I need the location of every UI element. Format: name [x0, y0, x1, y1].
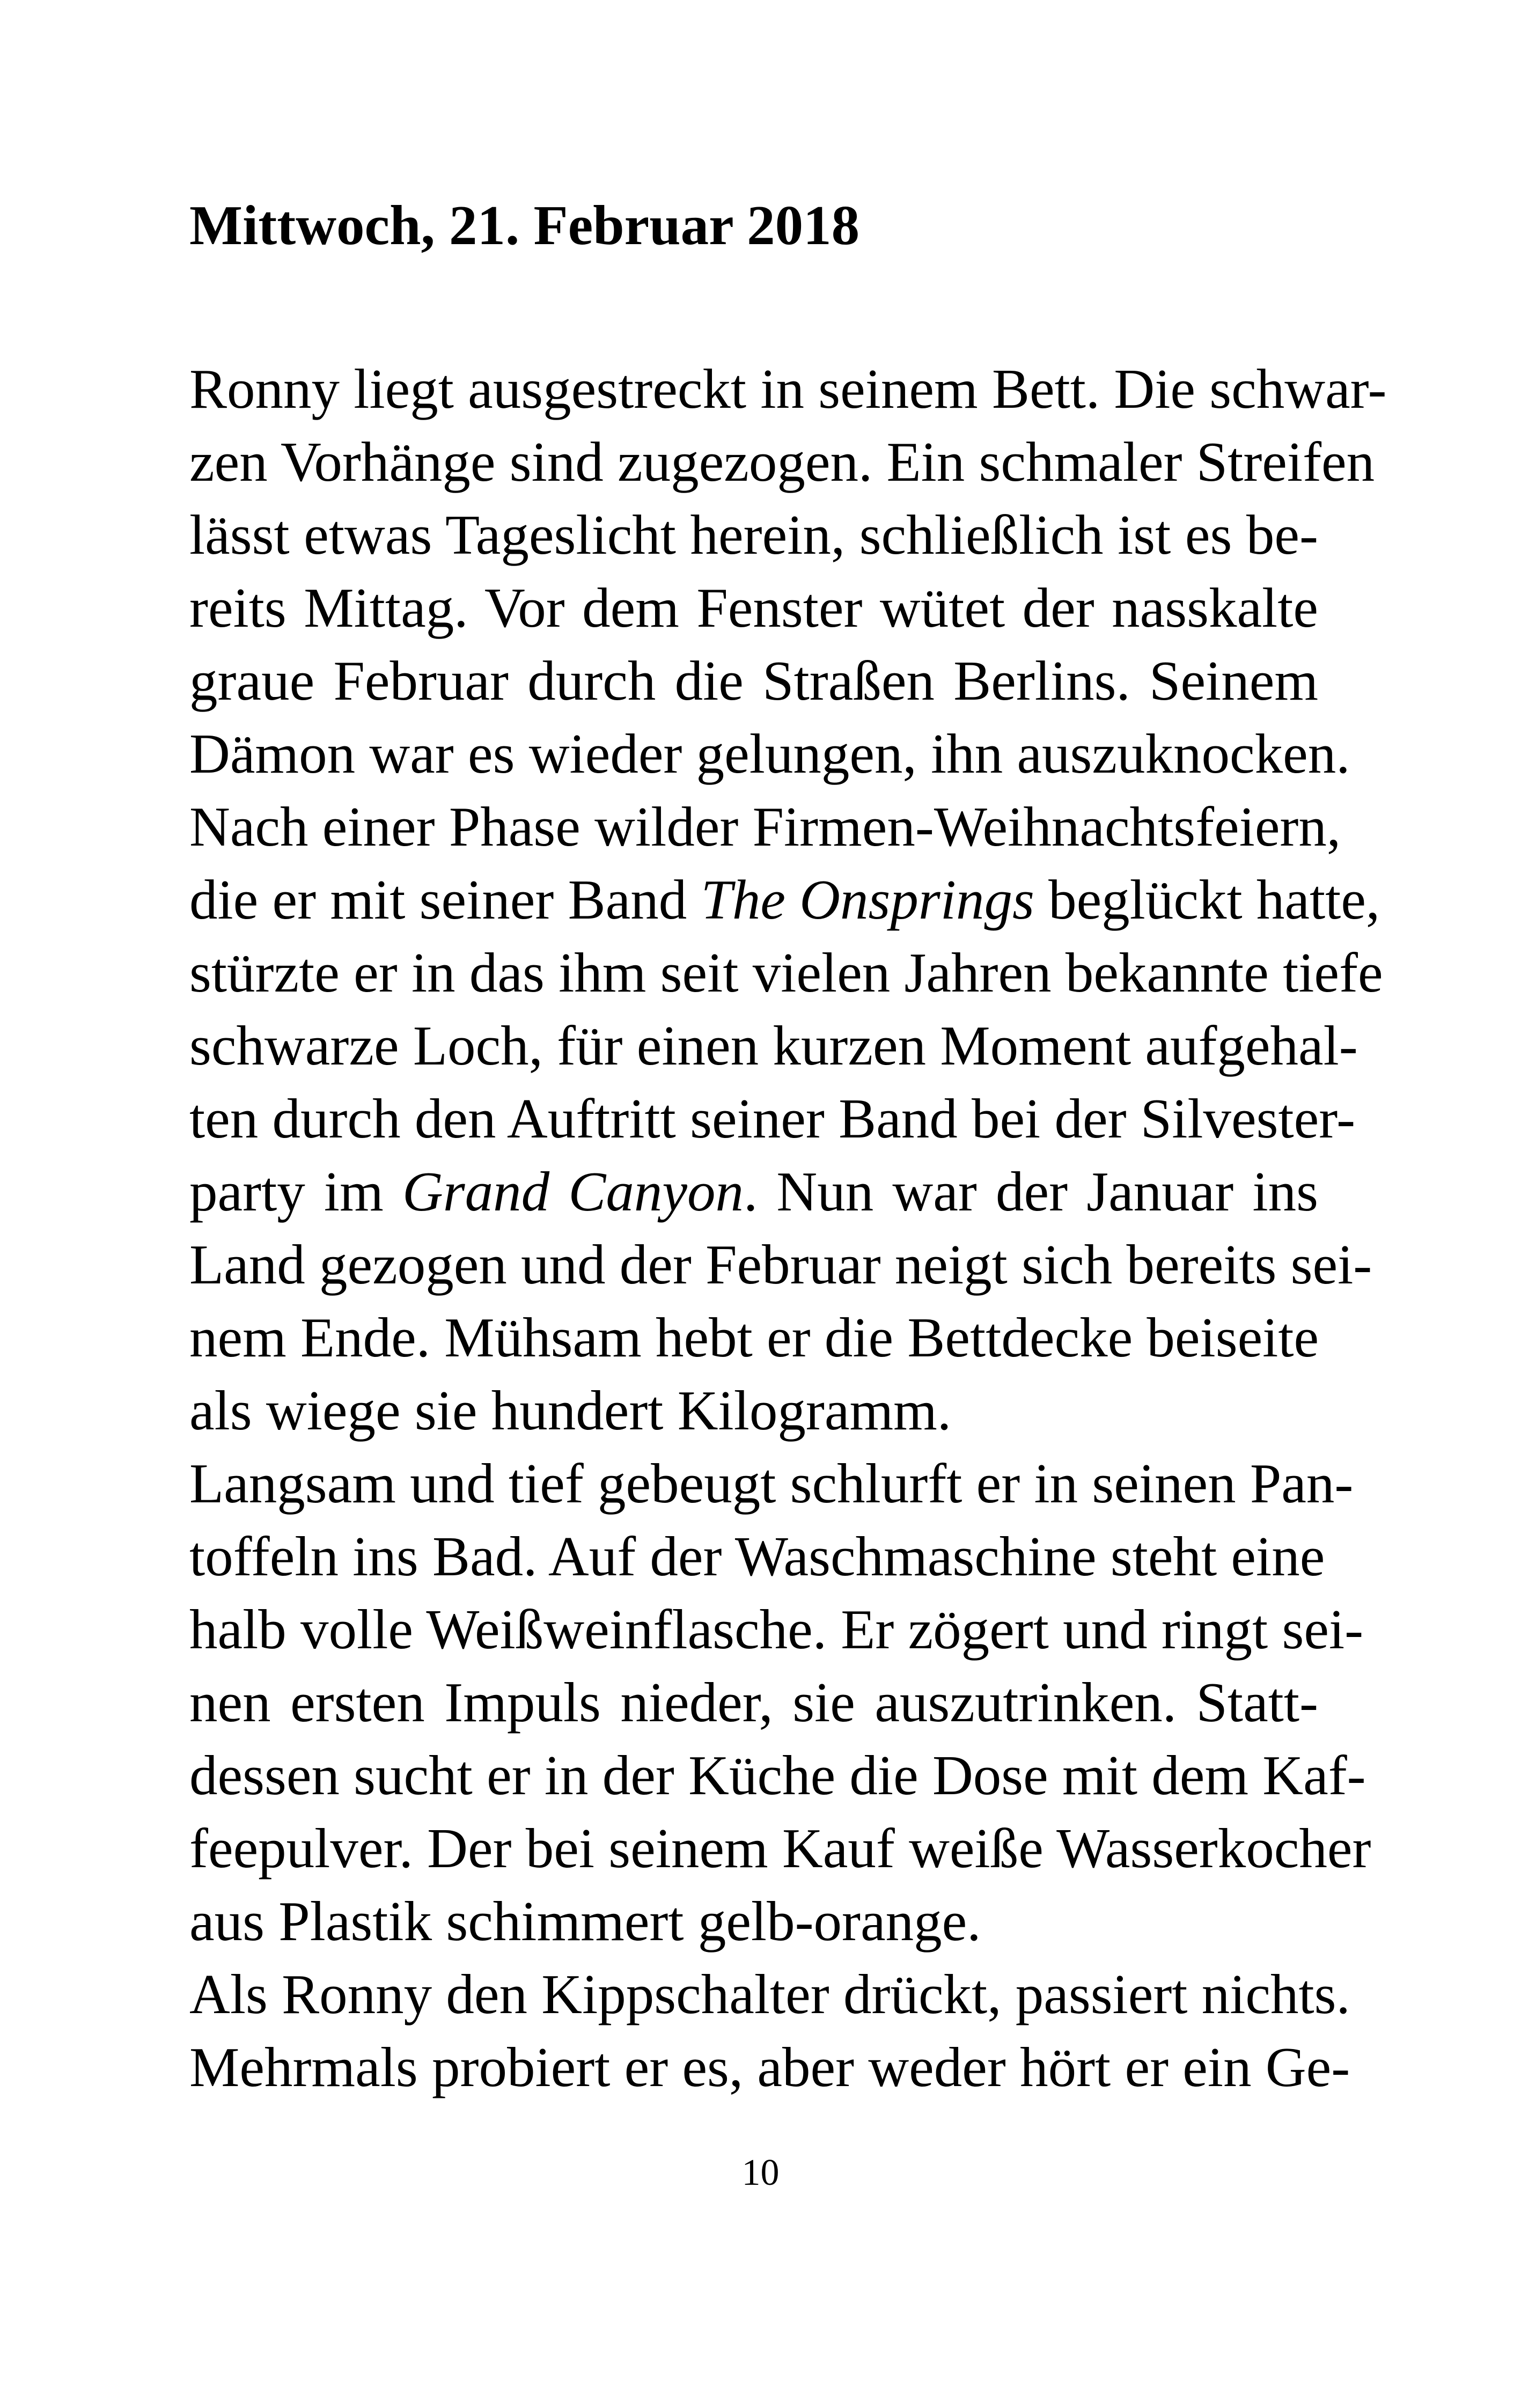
text-line: Mehrmals probiert er es, aber weder hört er ein Ge- — [189, 2036, 1350, 2098]
text-line: lässt etwas Tageslicht herein, schließlich ist es be- — [189, 503, 1318, 566]
text-line: Ronny liegt ausgestreckt in seinem Bett. Die schwar- — [189, 357, 1387, 420]
text-segment: party im — [189, 1160, 402, 1223]
text-line: reits Mittag. Vor dem Fenster wütet der nasskalte — [189, 576, 1318, 639]
text-line: feepulver. Der bei seinem Kauf weiße Wasserkocher — [189, 1817, 1371, 1880]
text-line: stürzte er in das ihm seit vielen Jahren bekannte tiefe — [189, 941, 1383, 1004]
band-name-italic: The Onsprings — [701, 868, 1034, 931]
text-line — [189, 863, 1380, 936]
text-line: halb volle Weißweinflasche. Er zögert und ringt sei- — [189, 1598, 1364, 1661]
text-line: nen ersten Impuls nieder, sie auszutrinken. Statt- — [189, 1671, 1318, 1734]
text-line: aus Plastik schimmert gelb-orange. — [189, 1890, 981, 1952]
chapter-date-heading: Mittwoch, 21. Februar 2018 — [189, 194, 860, 256]
text-line: Nach einer Phase wilder Firmen-Weihnachtsfeiern, — [189, 795, 1341, 858]
text-line: Langsam und tief gebeugt schlurft er in seinen Pan- — [189, 1452, 1354, 1515]
text-line — [189, 1155, 1318, 1228]
text-line: ten durch den Auftritt seiner Band bei der Silvester- — [189, 1087, 1356, 1150]
page-number: 10 — [741, 2152, 780, 2193]
text-line: schwarze Loch, für einen kurzen Moment aufgehal- — [189, 1014, 1358, 1077]
text-line: toffeln ins Bad. Auf der Waschmaschine steht eine — [189, 1525, 1325, 1588]
text-line: Land gezogen und der Februar neigt sich bereits sei- — [189, 1233, 1372, 1296]
text-segment: beglückt hatte, — [1034, 868, 1380, 931]
text-line: Dämon war es wieder gelungen, ihn auszuknocken. — [189, 722, 1350, 785]
text-line: dessen sucht er in der Küche die Dose mit dem Kaf- — [189, 1744, 1366, 1807]
text-line: zen Vorhänge sind zugezogen. Ein schmaler Streifen — [189, 430, 1375, 493]
text-line: nem Ende. Mühsam hebt er die Bettdecke beiseite — [189, 1306, 1319, 1369]
venue-name-italic: Grand Canyon — [402, 1160, 744, 1223]
text-line: graue Februar durch die Straßen Berlins. Seinem — [189, 649, 1318, 712]
text-segment: die er mit seiner Band — [189, 868, 701, 931]
text-line: als wiege sie hundert Kilogramm. — [189, 1379, 952, 1442]
text-segment: . Nun war der Januar ins — [743, 1160, 1318, 1223]
text-line: Als Ronny den Kippschalter drückt, passiert nichts. — [189, 1963, 1350, 2025]
